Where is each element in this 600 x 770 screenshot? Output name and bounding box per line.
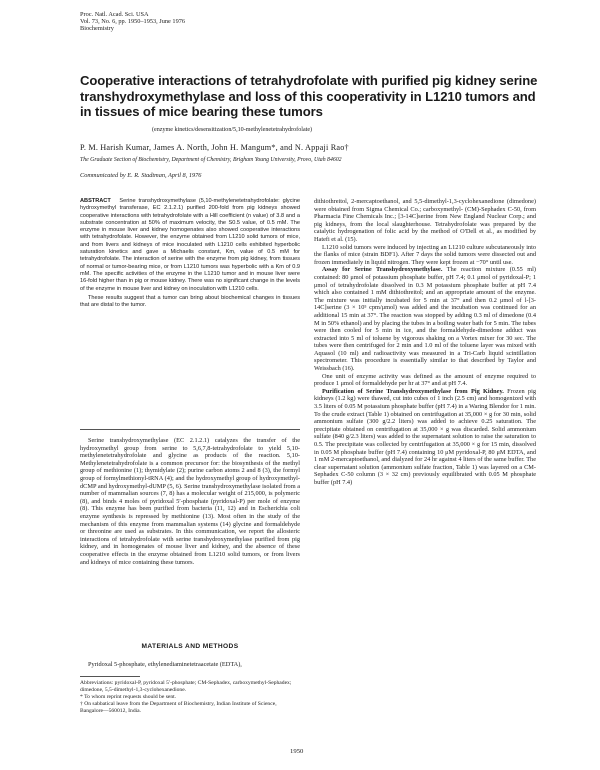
purification-text: Frozen pig kidneys (1.2 kg) were thawed, cut into cubes of 1 inch (2.5 cm) and homogenized with 3.5 liters of 0.05 M potassium phosphate buffer (pH 7.4) in a Waring Blendor for 1 min. To the crude extract (Table 1) obtained on centrifugation at 35,000 × g for 30 min, solid ammonium sulfate (300 g/2.2 liters) was added to achieve 0.25 saturation. The precipitate obtained on centrifugation at 35,000 × g was discarded. Solid ammonium sulfate (840 g/2.3 liters) was added to the supernatant solution to raise the saturation to 0.5. The precipitate was collected by centrifugation at 35,000 × g for 15 min, dissolved in 0.05 M phosphate buffer (pH 7.4) containing 10 μM pyridoxal-P, 80 μM EDTA, and 1 mM 2-mercaptoethanol, and dialyzed for 24 hr against 4 liters of the same buffer. The clear supernatant solution (ammonium sulfate fraction, Table 1) was layered on a CM-Sephadex C-50 column (3 × 32 cm) previously equilibrated with 0.05 M phosphate buffer (pH 7.4) <box>314 387 536 486</box>
intro-paragraph: Serine transhydroxymethylase (EC 2.1.2.1) catalyzes the transfer of the hydroxymethyl group from serine to 5,6,7,8-tetrahydrofolate to yield 5,10-methylenetetrahydrofolate and glycine as products of the reaction. 5,10-Methylenetetrahydrofolate is a common precursor for: the biosynthesis of the methyl group of methionine (1); thymidylate (2); purine carbon atoms 2 and 8 (3), the formyl group of formylmethionyl-tRNA (4); and the hydroxymethyl group of hydroxymethyl-dCMP and hydroxymethyl-dUMP (5, 6). Serine transhydroxymethylase isolated from a number of mammalian sources (7, 8) has a molecular weight of 215,000, is polymeric (8), and binds 4 moles of pyridoxal 5′-phosphate (pyridoxal-P) per mole of enzyme (8). This enzyme has been purified from bacteria (11, 12) and in Escherichia coli enzyme synthesis is repressed by methionine (13). Most often in the study of the mechanism of this enzyme from mammalian systems (14) glycine and formaldehyde or threonine are used as substrates. In this communication, we report the allosteric interactions of tetrahydrofolate with serine transhydroxymethylase purified from pig kidney, and in homogenates of mouse liver and kidney, and the absence of these cooperative effects in the enzyme obtained from L1210 solid tumors, or from livers and kidneys of mice containing these tumors. <box>80 437 300 566</box>
methods-intro-text: Pyridoxal 5-phosphate, ethylenediaminetetraacetate (EDTA), <box>88 661 242 668</box>
abstract <box>80 198 300 309</box>
abstract-divider <box>80 429 300 430</box>
assay-text: The reaction mixture (0.55 ml) contained: 80 μmol of potassium phosphate buffer, pH 7.4; 0.1 μmol of pyridoxal-P; 1 μmol of tetrahydrofolate dissolved in 0.3 M potassium phosphate buffer at pH 7.4 which also contained 1 mM dithiothreitol; and an appropriate amount of the enzyme. The mixture was initially incubated for 5 min at 37° and then 0.2 μmol of l-[3-14C]serine (3 × 10⁵ cpm/μmol) was added and the incubation was continued for an additional 15 min at 37°. The reaction was stopped by adding 0.3 ml of dimedone (0.4 M in 50% ethanol) and by placing the tubes in a boiling water bath for 5 min. The tubes were then cooled for 5 min in ice, and the formaldehyde-dimedone adduct was extracted into 5 ml of toluene by vigorous shaking on a Vortex mixer for 30 sec. The tubes were then centrifuged for 2 min and 1.0 ml of the toluene layer was mixed with Aquasol (10 ml) and radioactivity was measured in a Tri-Carb liquid scintillation spectrometer. This procedure is essentially similar to that described by Taylor and Weissbach (16). <box>314 266 536 373</box>
page-number: 1950 <box>290 748 304 755</box>
purification-label: Purification of Serine Transhydroxymethylase from Pig Kidney. <box>322 387 504 395</box>
paper-title: Cooperative interactions of tetrahydrofolate with purified pig kidney serine transhydroxymethylase and loss of this cooperativity in L1210 tumors and in tissues of mice bearing these tumors <box>80 73 538 120</box>
assay-label: Assay for Serine Transhydroxymethylase. <box>322 266 443 274</box>
footnotes <box>80 680 300 715</box>
methods-intro <box>80 661 300 669</box>
communicated-by: Communicated by E. R. Stadtman, April 8, 1976 <box>80 172 202 179</box>
affiliation: The Graduate Section of Biochemistry, Department of Chemistry, Brigham Young University, Provo, Utah 84602 <box>80 157 342 163</box>
journal-volume: Vol. 73, No. 6, pp. 1950–1953, June 1976 <box>80 18 186 26</box>
purification-paragraph <box>314 388 536 487</box>
footnote-dagger: † On sabbatical leave from the Department of Biochemistry, Indian Institute of Science, Bangalore—560012, India. <box>80 700 277 714</box>
abstract-conclusion: These results suggest that a tumor can bring about biochemical changes in tissues that are distal to the tumor. <box>80 294 300 309</box>
methods-heading: MATERIALS AND METHODS <box>141 643 239 650</box>
abstract-label: ABSTRACT <box>80 198 111 204</box>
journal-name: Proc. Natl. Acad. Sci. USA <box>80 11 149 18</box>
introduction <box>80 437 300 566</box>
journal-header <box>80 11 185 33</box>
keywords: (enzyme kinetics/desensitization/5,10-methylenetetrahydrofolate) <box>152 127 313 133</box>
right-p2: L1210 solid tumors were induced by injecting an L1210 culture subcutaneously into the flanks of mice (strain BDF1). After 7 days the solid tumors were dissected out and frozen immediately in liquid nitrogen. They were kept frozen at −70° until use. <box>314 243 536 266</box>
footnote-divider <box>80 676 140 677</box>
assay-paragraph <box>314 266 536 372</box>
right-p4: One unit of enzyme activity was defined as the amount of enzyme required to produce 1 μmol of formaldehyde per hr at 37° and at pH 7.4. <box>314 372 536 388</box>
authors: P. M. Harish Kumar, James A. North, John H. Mangum*, and N. Appaji Rao† <box>80 143 349 152</box>
footnote-abbreviations: Abbreviations: pyridoxal-P, pyridoxal 5′-phosphate; CM-Sephadex, carboxymethyl-Sephadex; dimedone, 5,5-dimethyl-1,3-cyclohexanedione. <box>80 680 292 693</box>
right-column <box>314 198 536 487</box>
journal-section: Biochemistry <box>80 25 114 33</box>
footnote-star: * To whom reprint requests should be sent. <box>80 693 177 700</box>
abstract-text: Serine transhydroxymethylase (5,10-methylenetetrahydrofolate: glycine hydroxymethyl transferase, EC 2.1.2.1) purified 200-fold from pig kidneys showed cooperative interactions with tetrahydrofolate with a Hill coefficient (n value) of 3.8 and a substrate concentration at 50% of maximum velocity, the S0.5 value, of 0.5 mM. The enzyme in mouse liver and kidney homogenates also showed cooperative interactions with tetrahydrofolate. However, the enzyme obtained from L1210 solid tumors of mice, and from livers and kidneys of mice inoculated with L1210 cells exhibited hyperbolic saturation kinetics and gave a Michaelis constant, Km, value of 0.5 mM for tetrahydrofolate. The interaction of serine with the enzyme from pig kidney, from tissues of normal or tumor-bearing mice, or from L1210 tumors was hyperbolic with a Km of 0.9 mM. The specific activities of the enzyme in the L1210 tumor and in mouse liver were 16-fold higher than in pig or mouse kidney. There was no significant change in the levels of the enzyme in mouse liver and kidney on inoculation with L1210 cells. <box>80 198 300 292</box>
right-p1: dithiothreitol, 2-mercaptoethanol, and 5,5-dimethyl-1,3-cyclohexanedione (dimedone) were obtained from Sigma Chemical Co.; carboxymethyl- (CM)-Sephadex C-50, from Pharmacia Fine Chemicals Inc.; [3-14C]serine from New England Nuclear Corp.; and pig kidneys, from the local slaughterhouse. Tetrahydrofolate was prepared by the catalytic hydrogenation of folic acid by the method of O'Dell et al., as modified by Hatefi et al. (15). <box>314 198 536 243</box>
